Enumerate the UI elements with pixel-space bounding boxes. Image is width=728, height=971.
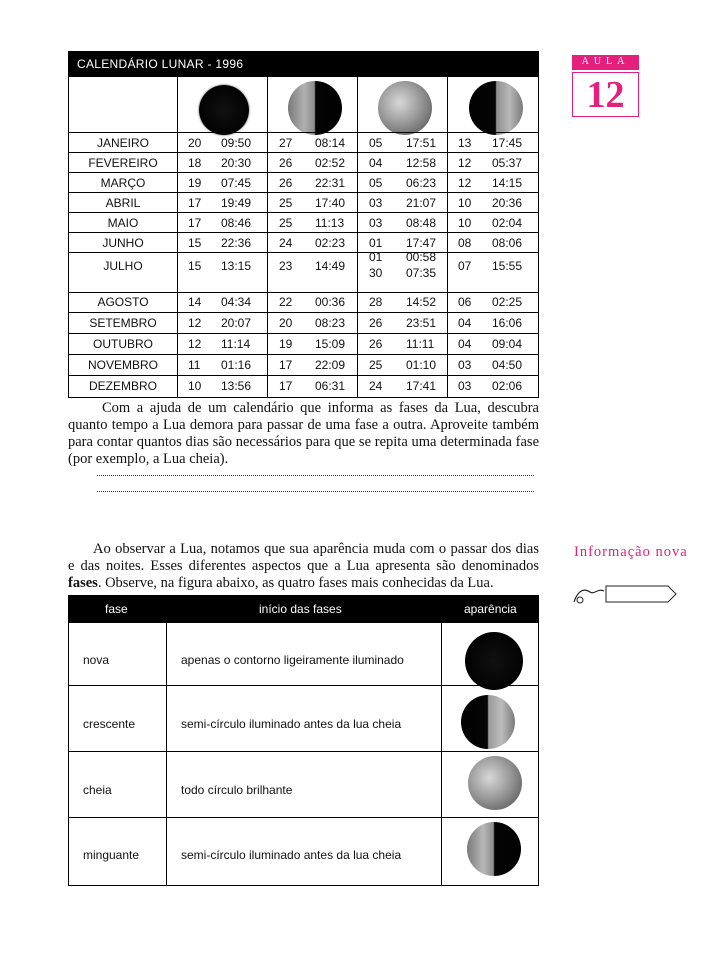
crescent-day: 19 <box>279 337 293 351</box>
full-moon-day: 01 <box>369 250 383 264</box>
crescent-day: 27 <box>279 136 293 150</box>
crescent-day: 25 <box>279 196 293 210</box>
new-moon-day: 12 <box>188 337 202 351</box>
full-moon-time: 12:58 <box>406 156 437 170</box>
waning-time: 20:36 <box>492 196 523 210</box>
new-moon-time: 13:15 <box>221 259 252 273</box>
crescent-time: 00:36 <box>315 295 346 309</box>
waning-time: 16:06 <box>492 316 523 330</box>
waning-day: 10 <box>458 216 472 230</box>
full-moon-time: 06:23 <box>406 176 437 190</box>
full-moon-day: 25 <box>369 358 383 372</box>
waning-time: 02:04 <box>492 216 523 230</box>
waning-time: 15:55 <box>492 259 523 273</box>
month-label: JULHO <box>103 259 143 273</box>
crescent-day: 17 <box>279 358 293 372</box>
phase-description: semi-círculo iluminado antes da lua cheia <box>181 717 402 731</box>
month-label: JANEIRO <box>96 136 149 150</box>
phase-description: todo círculo brilhante <box>181 783 293 797</box>
new-moon-day: 14 <box>188 295 202 309</box>
waning-day: 04 <box>458 316 472 330</box>
waning-time: 05:37 <box>492 156 523 170</box>
crescent-time: 08:14 <box>315 136 346 150</box>
phase-description: semi-círculo iluminado antes da lua cheia <box>181 848 402 862</box>
phase-description: apenas o contorno ligeiramente iluminado <box>181 653 404 667</box>
waning-day: 04 <box>458 337 472 351</box>
phases-term: fases <box>68 575 98 591</box>
aula-label-box <box>572 55 639 70</box>
waning-time: 08:06 <box>492 236 523 250</box>
phase-name: crescente <box>83 717 136 731</box>
moon-new-icon <box>199 85 249 135</box>
waning-day: 12 <box>458 156 472 170</box>
full-moon-time: 01:10 <box>406 358 437 372</box>
waning-day: 03 <box>458 358 472 372</box>
phase-name: minguante <box>83 848 140 862</box>
crescent-time: 22:09 <box>315 358 346 372</box>
full-moon-time: 21:07 <box>406 196 437 210</box>
new-moon-time: 20:30 <box>221 156 252 170</box>
waning-time: 02:25 <box>492 295 523 309</box>
new-moon-day: 18 <box>188 156 202 170</box>
crescent-time: 14:49 <box>315 259 346 273</box>
phase-crescent-moon-icon <box>461 695 515 749</box>
month-label: SETEMBRO <box>89 316 157 330</box>
new-moon-time: 04:34 <box>221 295 252 309</box>
phases-header <box>69 596 538 623</box>
aula-label: AULA <box>581 56 630 67</box>
phase-name: nova <box>83 653 110 667</box>
exercise-paragraph: Com a ajuda de um calendário que informa as fases da Lua, descubra quanto tempo a Lua demora para passar de uma fase a outra. Aproveite também para contar quantos dias são necessários para que se repita uma determinada fase (por exemplo, a Lua cheia). <box>68 400 539 467</box>
moon-waning-icon <box>469 81 523 135</box>
crescent-time: 22:31 <box>315 176 346 190</box>
new-moon-day: 15 <box>188 259 202 273</box>
crescent-day: 22 <box>279 295 293 309</box>
new-moon-day: 10 <box>188 379 202 393</box>
waning-time: 02:06 <box>492 379 523 393</box>
phases-intro-text-end: . Observe, na figura abaixo, as quatro fases mais conhecidas da Lua. <box>97 575 494 591</box>
waning-day: 12 <box>458 176 472 190</box>
full-moon-day: 26 <box>369 316 383 330</box>
phases-intro-text: Ao observar a Lua, notamos que sua aparência muda com o passar dos dias e das noites. Esses diferentes aspectos que a Lua apresenta são denominados <box>68 541 539 574</box>
crescent-time: 15:09 <box>315 337 346 351</box>
full-moon-time: 23:51 <box>406 316 437 330</box>
month-label: AGOSTO <box>97 295 149 309</box>
full-moon-time: 17:51 <box>406 136 437 150</box>
new-moon-time: 13:56 <box>221 379 252 393</box>
waning-time: 09:04 <box>492 337 523 351</box>
full-moon-time: 14:52 <box>406 295 437 309</box>
new-moon-day: 12 <box>188 316 202 330</box>
crescent-day: 23 <box>279 259 293 273</box>
new-moon-day: 15 <box>188 236 202 250</box>
phase-waning-moon-icon <box>467 822 521 876</box>
month-label: ABRIL <box>105 196 141 210</box>
full-moon-time: 17:47 <box>406 236 437 250</box>
month-label: NOVEMBRO <box>87 358 158 372</box>
full-moon-time-2: 07:35 <box>406 266 437 280</box>
full-moon-day: 03 <box>369 216 383 230</box>
new-moon-day: 11 <box>188 358 201 372</box>
full-moon-day: 05 <box>369 136 383 150</box>
answer-line-1[interactable] <box>97 475 534 476</box>
waning-day: 10 <box>458 196 472 210</box>
month-label: JUNHO <box>102 236 144 250</box>
crescent-day: 25 <box>279 216 293 230</box>
full-moon-day: 01 <box>369 236 383 250</box>
new-moon-time: 08:46 <box>221 216 252 230</box>
full-moon-time: 08:48 <box>406 216 437 230</box>
pen-hand-icon <box>572 582 680 606</box>
crescent-time: 02:52 <box>315 156 346 170</box>
new-moon-time: 20:07 <box>221 316 252 330</box>
crescent-day: 20 <box>279 316 293 330</box>
phases-table <box>68 595 539 886</box>
full-moon-day: 04 <box>369 156 383 170</box>
phase-full-moon-icon <box>468 756 522 810</box>
full-moon-day: 24 <box>369 379 383 393</box>
waning-time: 17:45 <box>492 136 523 150</box>
crescent-time: 11:13 <box>315 216 345 230</box>
full-moon-time: 00:58 <box>406 250 437 264</box>
waning-day: 06 <box>458 295 472 309</box>
new-moon-day: 17 <box>188 196 202 210</box>
moon-crescent-icon <box>288 81 342 135</box>
new-moon-time: 09:50 <box>221 136 252 150</box>
new-moon-time: 07:45 <box>221 176 252 190</box>
crescent-time: 02:23 <box>315 236 346 250</box>
waning-day: 08 <box>458 236 472 250</box>
waning-day: 07 <box>458 259 472 273</box>
full-moon-day: 05 <box>369 176 383 190</box>
calendar-title-bar <box>69 52 538 77</box>
full-moon-day: 28 <box>369 295 383 309</box>
waning-time: 14:15 <box>492 176 523 190</box>
crescent-day: 17 <box>279 379 293 393</box>
month-label: FEVEREIRO <box>88 156 158 170</box>
waning-day: 03 <box>458 379 472 393</box>
header-inicio: início das fases <box>259 602 342 616</box>
crescent-time: 06:31 <box>315 379 346 393</box>
full-moon-day: 03 <box>369 196 383 210</box>
full-moon-time: 17:41 <box>406 379 437 393</box>
full-moon-day: 26 <box>369 337 383 351</box>
crescent-time: 08:23 <box>315 316 346 330</box>
new-moon-time: 11:14 <box>221 337 251 351</box>
info-nova-label: Informação nova <box>574 544 688 560</box>
new-moon-time: 19:49 <box>221 196 252 210</box>
crescent-day: 24 <box>279 236 293 250</box>
calendar-title: CALENDÁRIO LUNAR - 1996 <box>77 57 244 71</box>
header-aparencia: aparência <box>464 602 517 616</box>
lunar-calendar-table <box>68 51 539 398</box>
full-moon-time: 11:11 <box>406 337 435 351</box>
month-label: OUTUBRO <box>93 337 153 351</box>
aula-number: 12 <box>572 72 639 117</box>
moon-full-icon <box>378 81 432 135</box>
phase-new-moon-icon <box>465 632 523 690</box>
waning-day: 13 <box>458 136 472 150</box>
full-moon-day-2: 30 <box>369 266 383 280</box>
crescent-time: 17:40 <box>315 196 346 210</box>
crescent-day: 26 <box>279 176 293 190</box>
crescent-day: 26 <box>279 156 293 170</box>
month-label: DEZEMBRO <box>88 379 157 393</box>
new-moon-day: 17 <box>188 216 202 230</box>
new-moon-time: 01:16 <box>221 358 252 372</box>
new-moon-day: 19 <box>188 176 202 190</box>
answer-line-2[interactable] <box>97 491 534 492</box>
new-moon-day: 20 <box>188 136 202 150</box>
phases-intro-paragraph <box>68 541 539 593</box>
month-label: MARÇO <box>100 176 146 190</box>
month-label: MAIO <box>107 216 139 230</box>
header-fase: fase <box>105 602 128 616</box>
waning-time: 04:50 <box>492 358 523 372</box>
new-moon-time: 22:36 <box>221 236 252 250</box>
phase-name: cheia <box>83 783 112 797</box>
